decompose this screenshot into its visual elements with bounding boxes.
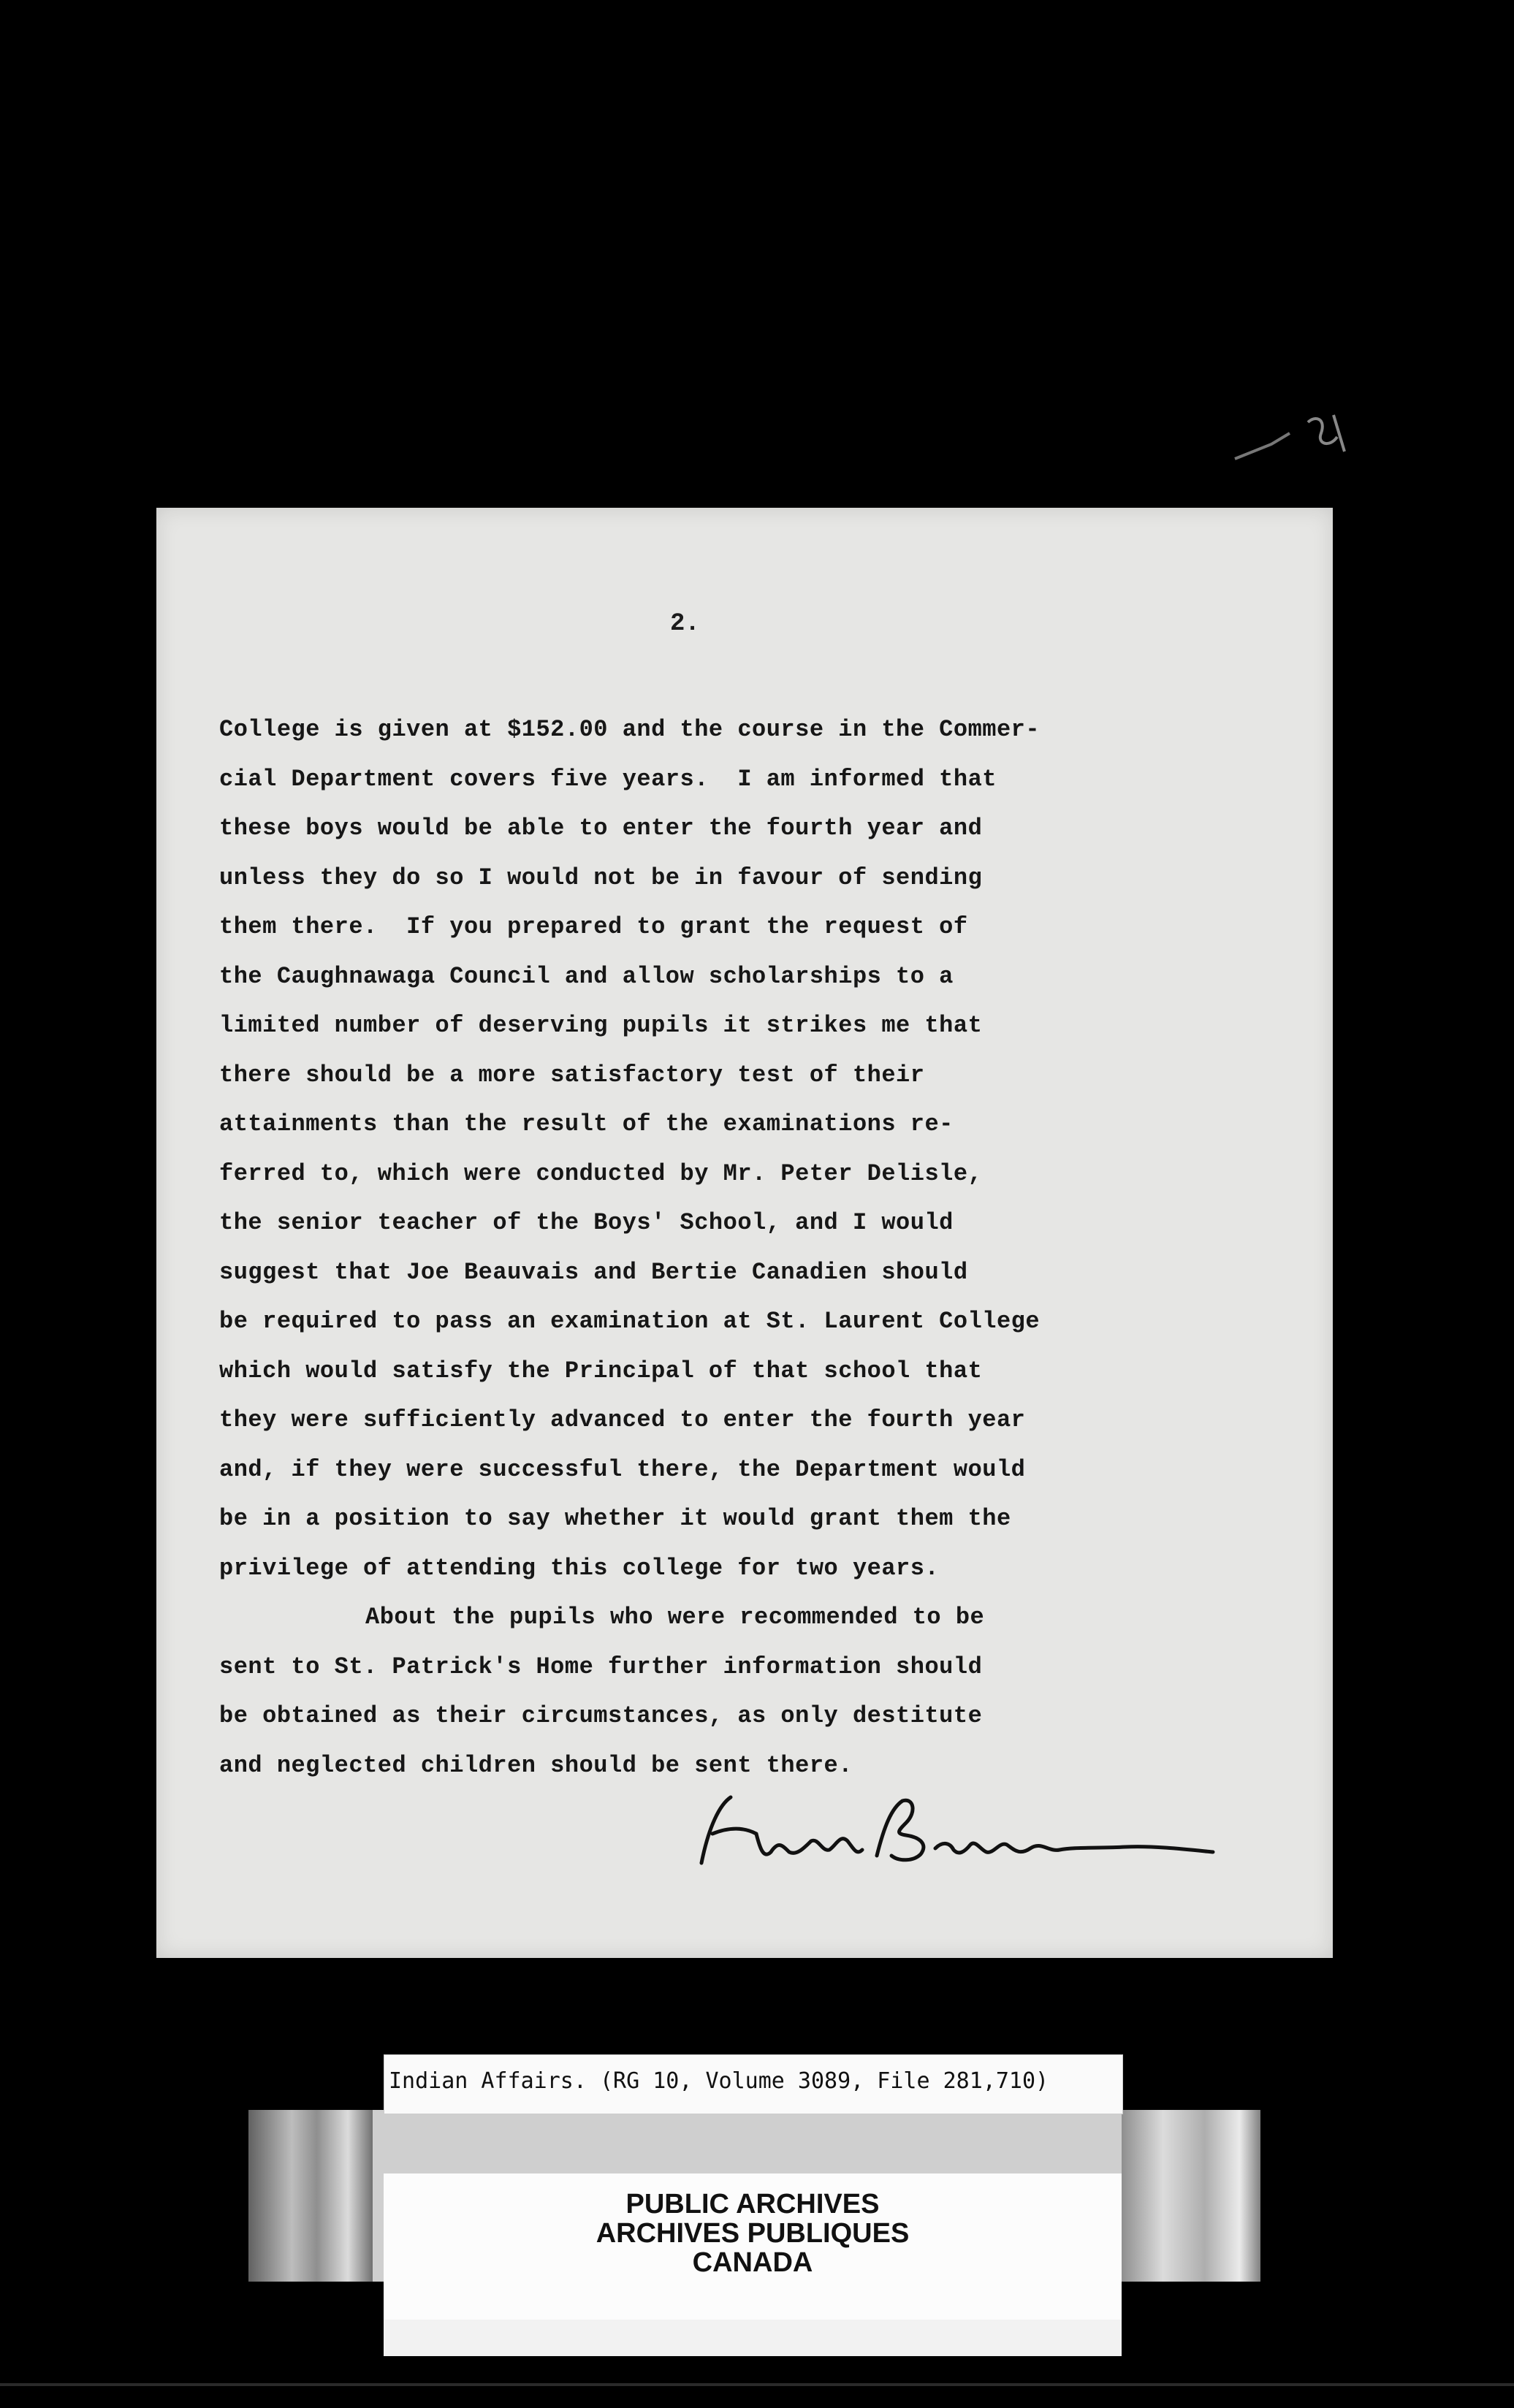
text-line: About the pupils who were recommended to be [365, 1604, 985, 1631]
handwritten-signature [687, 1783, 1228, 1892]
page-number: 2. [670, 610, 700, 638]
stamp-line: ARCHIVES PUBLIQUES [596, 2218, 910, 2249]
paragraph-1 [219, 705, 1257, 1593]
film-edge-line [0, 2383, 1514, 2386]
text-line: and neglected children should be sent there. [219, 1751, 853, 1779]
stamp-line: PUBLIC ARCHIVES [625, 2189, 880, 2220]
label-edge-left [248, 2110, 373, 2282]
stamp-line: CANADA [692, 2247, 813, 2278]
label-edge-right [1122, 2110, 1260, 2282]
archives-stamp [384, 2173, 1122, 2320]
text-line: unless they do so I would not be in favour of sending [219, 864, 983, 891]
margin-pencil-mark [1228, 400, 1374, 481]
text-line: sent to St. Patrick's Home further information should [219, 1653, 983, 1680]
text-line: attainments than the result of the examinations re- [219, 1110, 954, 1138]
text-line: them there. If you prepared to grant the request of [219, 913, 968, 940]
text-line: limited number of deserving pupils it strikes me that [219, 1012, 983, 1039]
text-line: and, if they were successful there, the Department would [219, 1455, 1026, 1483]
text-line: ferred to, which were conducted by Mr. Peter Delisle, [219, 1159, 983, 1187]
text-line: which would satisfy the Principal of that school that [219, 1357, 983, 1384]
text-line: be in a position to say whether it would grant them the [219, 1505, 1011, 1532]
text-line: they were sufficiently advanced to enter the fourth year [219, 1406, 1026, 1433]
text-line: cial Department covers five years. I am informed that [219, 765, 997, 793]
text-line: College is given at $152.00 and the course in the Commer- [219, 716, 1041, 743]
text-line: be obtained as their circumstances, as only destitute [219, 1702, 983, 1729]
text-line: privilege of attending this college for two years. [219, 1554, 940, 1582]
text-line: these boys would be able to enter the fourth year and [219, 815, 983, 842]
text-line: the Caughnawaga Council and allow scholarships to a [219, 962, 954, 990]
text-line: be required to pass an examination at St. Laurent College [219, 1308, 1041, 1335]
letter-body [219, 705, 1257, 1790]
paragraph-2 [219, 1593, 1257, 1790]
label-bottom-strip [384, 2320, 1122, 2356]
archive-reference: Indian Affairs. (RG 10, Volume 3089, File 281,710) [389, 2068, 1049, 2094]
text-line: suggest that Joe Beauvais and Bertie Canadien should [219, 1258, 968, 1286]
text-line: there should be a more satisfactory test of their [219, 1061, 925, 1089]
text-line: the senior teacher of the Boys' School, and I would [219, 1209, 954, 1236]
archive-reference-label [384, 2054, 1123, 2114]
